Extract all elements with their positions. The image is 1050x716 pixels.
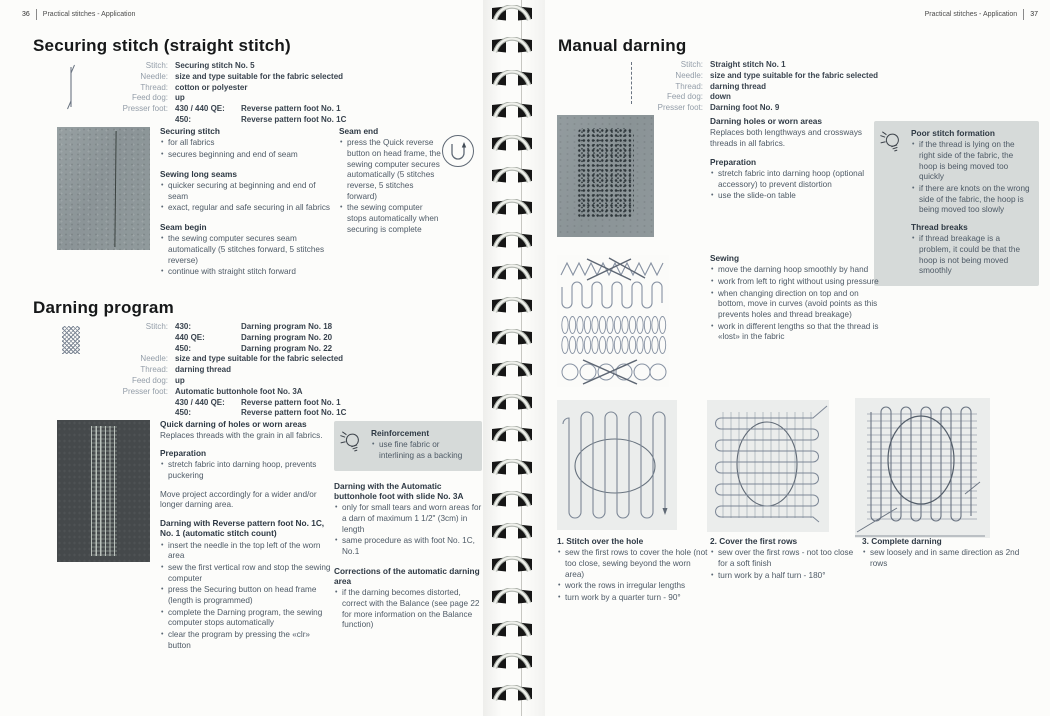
bullet-list [862, 548, 1030, 569]
binding-ring-icon [489, 685, 535, 702]
right-breadcrumb: Practical stitches - Application [924, 11, 1018, 18]
spec-model: 430 / 440 QE: [175, 397, 225, 407]
spec-value: Darning program No. 22 [241, 343, 333, 353]
bullet-list [911, 234, 1032, 277]
step-2 [710, 536, 858, 582]
bullet-item: • the sewing computer stops automatically when securing is complete [339, 203, 443, 235]
bullet-item: • work from left to right without using pressure [710, 277, 882, 288]
section-heading: Darning with Reverse pattern foot No. 1C, No. 1 (automatic stitch count) [160, 518, 325, 539]
spec-label: Feed dog: [131, 375, 168, 385]
binding-ring-icon [489, 491, 535, 508]
bullet-item: • the sewing computer secures seam automatically (5 stitches forward, 5 stitches reverse) [160, 234, 332, 266]
bullet-list [339, 138, 443, 235]
spec-row [558, 92, 1028, 103]
tip-title: Reinforcement [371, 428, 430, 438]
binding-ring-icon [489, 459, 535, 476]
bullet-list [160, 460, 335, 481]
bullet-item: • complete the Darning program, the sewing computer stops automatically [160, 608, 335, 629]
bullet-item: • use fine fabric or interlining as a backing [371, 440, 475, 461]
tip-title-2: Thread breaks [911, 221, 968, 232]
bullet-list [334, 588, 482, 631]
tip-content [911, 128, 1032, 278]
manual-darning-photo [557, 115, 654, 237]
darning-stitch-photo [57, 420, 150, 562]
bullet-item: • same procedure as with foot No. 1C, No.1 [334, 536, 482, 557]
spec-label: Needle: [140, 354, 168, 364]
spec-row [33, 115, 483, 126]
spec-row [33, 354, 493, 365]
spec-value: Reverse pattern foot No. 1C [241, 408, 347, 418]
section-heading: Preparation [710, 156, 757, 167]
spec-model: 450: [175, 114, 192, 124]
spec-value: size and type suitable for the fabric selected [175, 354, 344, 364]
spec-value: Reverse pattern foot No. 1 [241, 104, 341, 114]
securing-seam-photo [57, 127, 150, 250]
spec-row [33, 333, 493, 344]
section-heading: Sewing [710, 253, 740, 263]
spec-label: Stitch: [145, 61, 168, 70]
binding-ring-icon [489, 297, 535, 314]
bullet-item: • if thread breakage is a problem, it could be that the hoop is not being moved smoothly [911, 234, 1032, 277]
spec-value: size and type suitable for the fabric selected [175, 71, 344, 81]
spec-value: darning thread [175, 365, 232, 375]
bullet-list [160, 181, 332, 214]
spec-value: Reverse pattern foot No. 1 [241, 397, 341, 407]
spec-label: Feed dog: [666, 92, 703, 102]
reinforcement-tip-box [334, 421, 482, 471]
buttonhole-foot-section [334, 481, 482, 558]
sewing-long-seams-section [160, 169, 332, 214]
lightbulb-icon [339, 428, 367, 458]
securing-stitch-section [160, 126, 332, 161]
lightbulb-icon [879, 128, 907, 158]
darning-program-title: Darning program [33, 298, 174, 317]
section-heading: Securing stitch [160, 126, 220, 136]
bullet-item: • press the Securing button on head frame (length is programmed) [160, 585, 335, 606]
sewing-column [710, 253, 882, 344]
spec-row [33, 322, 493, 333]
binding-ring-icon [489, 37, 535, 54]
spec-model: 440 QE: [175, 332, 205, 342]
bullet-list [160, 234, 332, 278]
tip-title: Poor stitch formation [911, 128, 995, 138]
spiral-binding [483, 0, 545, 716]
spec-row [33, 408, 493, 419]
step-heading: 1. Stitch over the hole [557, 536, 644, 546]
quick-darning-section [160, 419, 335, 442]
reverse-foot-darning-section [160, 518, 335, 651]
bullet-item: • insert the needle in the top left of the worn area [160, 541, 335, 562]
spec-label: Thread: [675, 81, 703, 91]
spec-label: Presser foot: [122, 104, 168, 114]
section-heading: Sewing long seams [160, 168, 237, 179]
bullet-list [160, 138, 332, 160]
quick-reverse-icon [438, 131, 478, 171]
diagram-complete-darning [855, 398, 990, 538]
section-heading: Seam begin [160, 222, 207, 232]
bullet-item: • when changing direction on top and on bottom, move in curves (avoid points as this prevents holes and thread breakage) [710, 289, 882, 321]
binding-ring-icon [489, 621, 535, 638]
bullet-item: • sew loosely and in same direction as 2nd rows [862, 548, 1030, 569]
bullet-item: • if the thread is lying on the right side of the fabric, the hoop is being moved too quickly [911, 140, 1032, 183]
spec-row [33, 365, 493, 376]
diagram-cover-first-rows [707, 400, 829, 532]
bullet-item: • for all fabrics [160, 138, 332, 149]
spec-label: Needle: [140, 71, 168, 81]
bullet-item: • quicker securing at beginning and end of seam [160, 181, 332, 202]
manual-intro-column [710, 116, 878, 210]
section-paragraph: Replaces both lengthways and crossways threads in all fabrics. [710, 128, 863, 149]
bullet-list [710, 169, 878, 202]
left-page-header [22, 9, 135, 20]
darning-holes-section [710, 116, 878, 150]
section-heading: Darning with the Automatic buttonhole foot with slide No. 3A [334, 480, 464, 502]
bullet-item: • turn work by a quarter turn - 90° [557, 593, 709, 604]
spec-row [33, 93, 483, 104]
binding-ring-icon [489, 5, 535, 22]
bullet-item: • exact, regular and safe securing in all fabrics [160, 203, 332, 214]
spec-row [33, 398, 493, 409]
spec-model: 430: [175, 322, 192, 331]
spec-label: Stitch: [145, 322, 168, 331]
bullet-item: • clear the program by pressing the «clr» button [160, 630, 335, 651]
spec-row [33, 376, 493, 387]
spec-value: Darning program No. 18 [241, 322, 333, 331]
left-page-number: 36 [22, 11, 30, 18]
spec-row [558, 60, 1028, 71]
spec-label: Presser foot: [657, 103, 703, 113]
section-heading: Seam end [339, 126, 379, 136]
spec-row [33, 104, 483, 115]
binding-ring-icon [489, 329, 535, 346]
securing-title: Securing stitch (straight stitch) [33, 36, 291, 55]
binding-ring-icon [489, 653, 535, 670]
binding-ring-icon [489, 102, 535, 119]
bullet-item: • sew over the first rows - not too close for a soft finish [710, 548, 858, 569]
binding-ring-icon [489, 199, 535, 216]
binding-ring-icon [489, 167, 535, 184]
bullet-item: • if there are knots on the wrong side of the fabric, the hoop is being moved too slowly [911, 184, 1032, 216]
bullet-item: • move the darning hoop smoothly by hand [710, 265, 882, 276]
seam-begin-section [160, 222, 332, 278]
binding-ring-icon [489, 523, 535, 540]
darning-col1 [160, 419, 335, 659]
binding-ring-icon [489, 588, 535, 605]
poor-stitch-tip-box [874, 121, 1039, 286]
bullet-item: • continue with straight stitch forward [160, 267, 332, 278]
spec-row [33, 72, 483, 83]
move-project-paragraph: Move project accordingly for a wider and/or longer darning area. [160, 489, 317, 510]
stitch-technique-drawing [557, 255, 669, 387]
spec-row [33, 61, 483, 72]
preparation-section [710, 157, 878, 202]
spec-row [33, 344, 493, 355]
manual-darning-title: Manual darning [558, 36, 687, 55]
spec-row [558, 82, 1028, 93]
spec-value: down [710, 92, 731, 102]
bullet-item: • secures beginning and end of seam [160, 150, 332, 161]
bullet-list [557, 548, 709, 603]
spec-model: 450: [175, 408, 192, 418]
spec-label: Presser foot: [122, 386, 168, 396]
bullet-item: • turn work by a half turn - 180° [710, 571, 858, 582]
darning-col2 [334, 421, 482, 639]
spec-label: Thread: [140, 82, 168, 92]
manual-darning-specs [558, 60, 1028, 114]
bullet-item: • work in different lengths so that the thread is «lost» in the fabric [710, 322, 882, 343]
spec-model: 430 / 440 QE: [175, 104, 225, 114]
preparation-section [160, 448, 335, 482]
spec-row [33, 387, 493, 398]
bullet-item: • sew the first rows to cover the hole (not too close, sewing beyond the worn area) [557, 548, 709, 580]
darning-specs [33, 322, 493, 419]
spec-value: darning thread [710, 81, 767, 91]
binding-ring-icon [489, 70, 535, 87]
step-3 [862, 536, 1030, 571]
spec-value: size and type suitable for the fabric selected [710, 70, 879, 80]
bullet-list [334, 503, 482, 557]
binding-ring-icon [489, 394, 535, 411]
spec-row [558, 103, 1028, 114]
section-heading: Quick darning of holes or worn areas [160, 419, 307, 429]
bullet-item: • if the darning becomes distorted, correct with the Balance (see page 22 for more information on the Balance function) [334, 588, 482, 631]
bullet-list [911, 140, 1032, 216]
bullet-item: • stretch fabric into darning hoop, prevents puckering [160, 460, 335, 481]
bullet-list [160, 541, 335, 652]
left-breadcrumb: Practical stitches - Application [42, 11, 136, 18]
spec-value: up [175, 375, 185, 385]
binding-ring-icon [489, 556, 535, 573]
bullet-list [710, 548, 858, 581]
binding-ring-icon [489, 264, 535, 281]
spec-value: Securing stitch No. 5 [175, 61, 255, 70]
spec-row [33, 83, 483, 94]
spec-value: Darning foot No. 9 [710, 103, 780, 113]
spec-model: 450: [175, 343, 192, 353]
bullet-list [371, 440, 475, 461]
step-heading: 2. Cover the first rows [710, 536, 798, 546]
spec-value: up [175, 93, 185, 103]
spec-label: Stitch: [680, 60, 703, 69]
right-page-header [925, 9, 1038, 20]
bullet-item: • work the rows in irregular lengths [557, 581, 709, 592]
corrections-section [334, 566, 482, 631]
bullet-item: • sew the first vertical row and stop the sewing computer [160, 563, 335, 584]
binding-ring-icon [489, 426, 535, 443]
seam-end-column [339, 126, 443, 236]
header-divider [36, 9, 37, 20]
header-divider [1023, 9, 1024, 20]
binding-ring-icon [489, 135, 535, 152]
binding-ring-icon [489, 232, 535, 249]
section-heading: Darning holes or worn areas [710, 116, 823, 126]
tip-content [371, 428, 475, 463]
bullet-item: • stretch fabric into darning hoop (optional accessory) to prevent distortion [710, 169, 878, 190]
spec-value: cotton or polyester [175, 82, 248, 92]
bullet-item: • only for small tears and worn areas for a darn of maximum 1 1/2" (3cm) in length [334, 503, 482, 535]
bullet-item: • press the Quick reverse button on head frame, the sewing computer secures automatically (5 stitches reverse, 5 stitches forward) [339, 138, 443, 202]
spec-label: Thread: [140, 365, 168, 375]
bullet-item: • use the slide-on table [710, 191, 878, 202]
spec-value: Darning program No. 20 [241, 332, 333, 342]
diagram-stitch-over-hole [557, 400, 677, 530]
securing-col1 [160, 126, 332, 286]
right-page-number: 37 [1030, 11, 1038, 18]
spec-row [558, 71, 1028, 82]
spec-label: Needle: [675, 70, 703, 80]
step-1 [557, 536, 709, 605]
bullet-list [710, 265, 882, 343]
binding-ring-icon [489, 361, 535, 378]
section-heading: Preparation [160, 448, 207, 459]
spec-value: Straight stitch No. 1 [710, 60, 786, 69]
spec-value: Automatic buttonhole foot No. 3A [175, 386, 303, 396]
securing-specs [33, 61, 483, 126]
section-heading: Corrections of the automatic darning area [334, 565, 480, 587]
spec-label: Feed dog: [131, 93, 168, 103]
step-heading: 3. Complete darning [862, 536, 942, 546]
section-paragraph: Replaces threads with the grain in all fabrics. [160, 431, 323, 441]
spec-value: Reverse pattern foot No. 1C [241, 114, 347, 124]
